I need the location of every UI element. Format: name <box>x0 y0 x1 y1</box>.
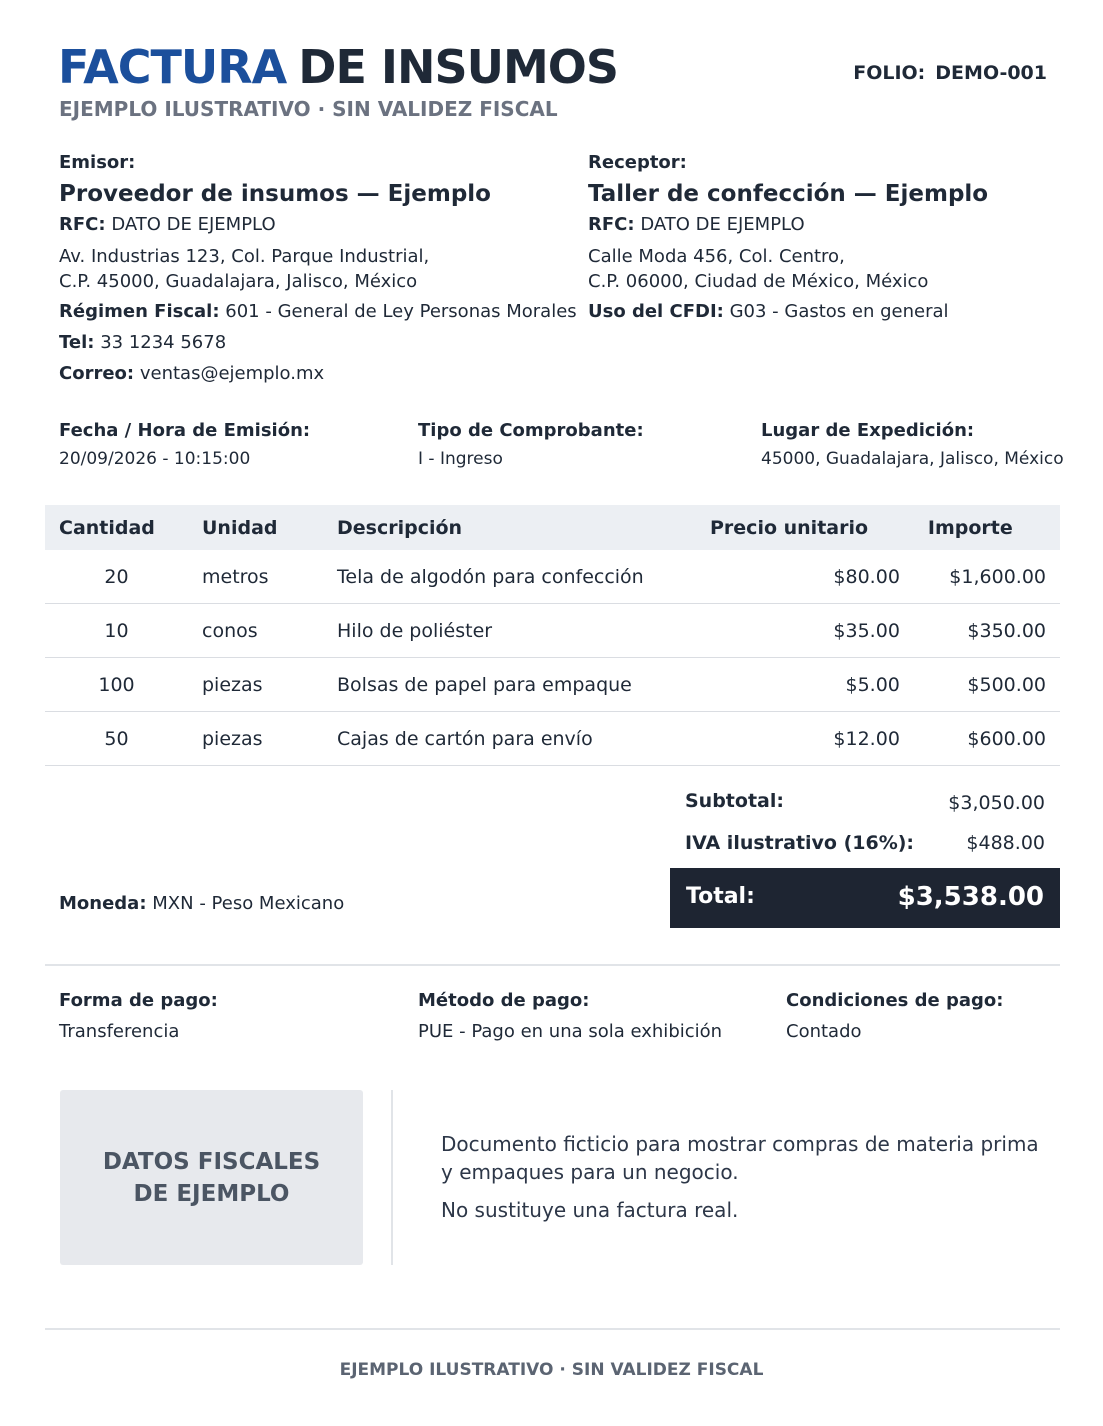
stamp-line2: DE EJEMPLO <box>133 1180 290 1207</box>
subtotal-label-text: Subtotal: <box>685 790 784 812</box>
cell-cantidad: 100 <box>45 658 188 712</box>
header-cantidad: Cantidad <box>45 505 188 550</box>
emisor-block <box>59 152 577 393</box>
cell-unidad: piezas <box>188 712 323 766</box>
table-row <box>45 550 1060 604</box>
table-row <box>45 604 1060 658</box>
iva-label-text: IVA ilustrativo (16%): <box>685 832 915 854</box>
receptor-name: Taller de confección — Ejemplo <box>588 181 989 207</box>
document-title <box>58 40 618 94</box>
cell-unidad: conos <box>188 604 323 658</box>
forma-pago-value: Transferencia <box>59 1021 180 1042</box>
total-box <box>670 868 1060 928</box>
tipo-value: I - Ingreso <box>418 449 503 469</box>
metodo-pago-label: Método de pago: <box>418 990 590 1011</box>
emisor-correo <box>59 362 559 386</box>
cell-importe: $500.00 <box>914 658 1060 712</box>
lugar-label: Lugar de Expedición: <box>761 420 975 441</box>
receptor-address-line1: Calle Moda 456, Col. Centro, <box>588 246 845 267</box>
title-part-1: FACTURA <box>58 40 287 94</box>
folio-value: DEMO-001 <box>935 62 1047 84</box>
receptor-address-line2: C.P. 06000, Ciudad de México, México <box>588 271 929 292</box>
table-header-row <box>45 505 1060 550</box>
cell-cantidad: 20 <box>45 550 188 604</box>
header-unidad: Unidad <box>188 505 323 550</box>
receptor-rfc-value: DATO DE EJEMPLO <box>640 214 805 235</box>
disclaimer-note <box>441 1130 1041 1234</box>
receptor-address <box>588 244 1088 294</box>
moneda <box>59 893 344 914</box>
stamp-line1: DATOS FISCALES <box>102 1148 321 1175</box>
iva-label <box>685 832 914 854</box>
receptor-uso <box>588 300 1088 324</box>
note-line3: No sustituye una factura real. <box>441 1198 739 1222</box>
cell-precio: $5.00 <box>696 658 914 712</box>
emisor-tel-label: Tel: <box>59 332 95 353</box>
subtotal-value: $3,050.00 <box>948 792 1045 814</box>
cell-unidad: piezas <box>188 658 323 712</box>
emisor-regimen-label: Régimen Fiscal: <box>59 301 220 322</box>
cell-importe: $350.00 <box>914 604 1060 658</box>
emisor-name: Proveedor de insumos — Ejemplo <box>59 181 491 207</box>
emisor-rfc <box>59 213 559 237</box>
cell-descripcion: Tela de algodón para confección <box>323 550 696 604</box>
cell-precio: $80.00 <box>696 550 914 604</box>
condiciones-pago-value: Contado <box>786 1021 862 1042</box>
cell-precio: $12.00 <box>696 712 914 766</box>
table-row <box>45 658 1060 712</box>
iva-value: $488.00 <box>966 832 1045 854</box>
metodo-pago-block <box>418 990 722 1042</box>
header-descripcion: Descripción <box>323 505 696 550</box>
metodo-pago-value: PUE - Pago en una sola exhibición <box>418 1021 723 1042</box>
subtotal-label <box>685 790 784 812</box>
vertical-divider <box>391 1090 393 1265</box>
cell-cantidad: 50 <box>45 712 188 766</box>
tipo-label: Tipo de Comprobante: <box>418 420 644 441</box>
receptor-rfc <box>588 213 1088 237</box>
note-line2: y empaques para un negocio. <box>441 1160 739 1184</box>
condiciones-pago-label: Condiciones de pago: <box>786 990 1004 1011</box>
tipo-block <box>418 420 644 469</box>
total-label: Total: <box>686 884 755 909</box>
header-importe: Importe <box>914 505 1060 550</box>
receptor-uso-value: G03 - Gastos en general <box>729 301 949 322</box>
items-table <box>45 505 1060 766</box>
emisor-address <box>59 244 559 294</box>
emisor-rfc-label: RFC: <box>59 214 106 235</box>
emisor-regimen-value: 601 - General de Ley Personas Morales <box>225 301 577 322</box>
emisor-heading: Emisor: <box>59 152 136 173</box>
cell-importe: $1,600.00 <box>914 550 1060 604</box>
forma-pago-label: Forma de pago: <box>59 990 218 1011</box>
fiscal-data-placeholder <box>60 1090 363 1265</box>
cell-descripcion: Hilo de poliéster <box>323 604 696 658</box>
receptor-uso-label: Uso del CFDI: <box>588 301 724 322</box>
emisor-address-line1: Av. Industrias 123, Col. Parque Industrial, <box>59 246 430 267</box>
cell-importe: $600.00 <box>914 712 1060 766</box>
cell-precio: $35.00 <box>696 604 914 658</box>
emisor-address-line2: C.P. 45000, Guadalajara, Jalisco, México <box>59 271 418 292</box>
total-value: $3,538.00 <box>897 882 1044 912</box>
condiciones-pago-block <box>786 990 1004 1042</box>
receptor-rfc-label: RFC: <box>588 214 635 235</box>
folio-label: FOLIO: <box>853 62 926 84</box>
document-subtitle: EJEMPLO ILUSTRATIVO · SIN VALIDEZ FISCAL <box>59 97 558 121</box>
cell-unidad: metros <box>188 550 323 604</box>
fecha-value: 20/09/2026 - 10:15:00 <box>59 449 251 469</box>
lugar-block <box>761 420 1064 469</box>
cell-descripcion: Cajas de cartón para envío <box>323 712 696 766</box>
title-part-2: DE INSUMOS <box>298 40 618 94</box>
fecha-label: Fecha / Hora de Emisión: <box>59 420 311 441</box>
header-precio-unitario: Precio unitario <box>696 505 914 550</box>
emisor-rfc-value: DATO DE EJEMPLO <box>111 214 276 235</box>
table-row <box>45 712 1060 766</box>
forma-pago-block <box>59 990 218 1042</box>
footer-text: EJEMPLO ILUSTRATIVO · SIN VALIDEZ FISCAL <box>339 1360 764 1380</box>
emisor-regimen <box>59 300 577 324</box>
receptor-block <box>588 152 1088 331</box>
section-divider <box>45 964 1060 966</box>
fecha-block <box>59 420 310 469</box>
cell-cantidad: 10 <box>45 604 188 658</box>
cell-descripcion: Bolsas de papel para empaque <box>323 658 696 712</box>
lugar-value: 45000, Guadalajara, Jalisco, México <box>761 449 1064 469</box>
moneda-value: MXN - Peso Mexicano <box>152 893 345 914</box>
moneda-label: Moneda: <box>59 893 147 914</box>
emisor-correo-label: Correo: <box>59 363 135 384</box>
folio <box>853 62 1047 84</box>
emisor-tel-value: 33 1234 5678 <box>100 332 227 353</box>
footer-divider <box>45 1328 1060 1330</box>
emisor-tel <box>59 331 559 355</box>
note-line1: Documento ficticio para mostrar compras de materia prima <box>441 1132 1039 1156</box>
emisor-correo-value: ventas@ejemplo.mx <box>139 363 325 384</box>
receptor-heading: Receptor: <box>588 152 687 173</box>
